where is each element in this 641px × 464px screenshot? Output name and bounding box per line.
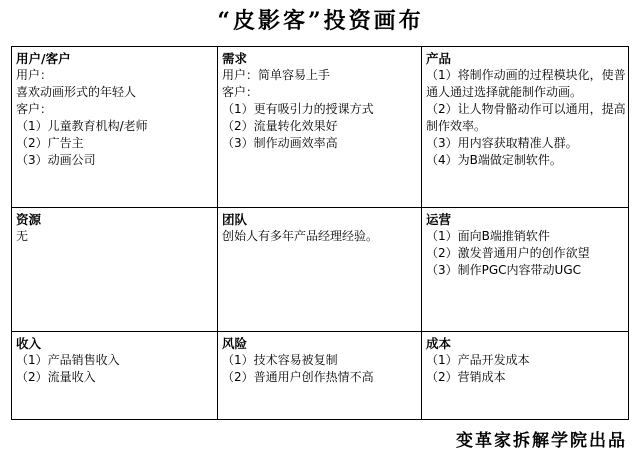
cell-needs-line: （2）流量转化效果好 <box>222 119 338 133</box>
cell-cost-title: 成本 <box>426 336 452 351</box>
cell-resources-line: 无 <box>16 229 29 243</box>
cell-operations-line: （2）激发普通用户的创作欲望 <box>426 246 590 260</box>
cell-operations <box>422 208 630 332</box>
cell-revenue-line: （1）产品销售收入 <box>16 353 120 367</box>
cell-needs-line: 客户： <box>222 85 259 99</box>
cell-users-line: （3）动画公司 <box>16 153 96 167</box>
cell-risk-title: 风险 <box>222 336 248 351</box>
cell-resources <box>12 208 218 332</box>
cell-cost <box>422 332 630 420</box>
cell-needs-line: 用户：简单容易上手 <box>222 68 331 82</box>
cell-users-line: （1）儿童教育机构/老师 <box>16 119 148 133</box>
cell-users-line: 喜欢动画形式的年轻人 <box>16 85 137 99</box>
cell-operations-line: （3）制作PGC内容带动UGC <box>426 263 582 277</box>
cell-users-line: 客户： <box>16 102 53 116</box>
cell-product-title: 产品 <box>426 51 452 66</box>
cell-revenue <box>12 332 218 420</box>
cell-product-line: （1）将制作动画的过程模块化，使普通人通过选择就能制作动画。 <box>426 68 626 99</box>
cell-needs-line: （1）更有吸引力的授课方式 <box>222 102 374 116</box>
cell-team-title: 团队 <box>222 212 248 227</box>
cell-product-line: （4）为B端做定制软件。 <box>426 153 562 167</box>
footer-credit: 变革家拆解学院出品 <box>456 431 627 451</box>
cell-operations-line: （1）面向B端推销软件 <box>426 229 550 243</box>
cell-needs-line: （3）制作动画效率高 <box>222 136 338 150</box>
cell-users-line: 用户： <box>16 68 53 82</box>
cell-product-line: （3）用内容获取精准人群。 <box>426 136 578 150</box>
cell-users-title: 用户/客户 <box>16 51 71 66</box>
cell-risk <box>218 332 422 420</box>
cell-users <box>12 47 218 208</box>
cell-team-line: 创始人有多年产品经理经验。 <box>222 229 379 243</box>
cell-revenue-title: 收入 <box>16 336 42 351</box>
cell-revenue-line: （2）流量收入 <box>16 370 96 384</box>
cell-team <box>218 208 422 332</box>
cell-risk-line: （2）普通用户创作热情不高 <box>222 370 374 384</box>
investment-canvas-grid <box>11 46 629 420</box>
cell-product-line: （2）让人物骨骼动作可以通用，提高制作效率。 <box>426 102 626 133</box>
cell-cost-line: （1）产品开发成本 <box>426 353 530 367</box>
cell-cost-line: （2）营销成本 <box>426 370 506 384</box>
cell-users-line: （2）广告主 <box>16 136 84 150</box>
page-title: “皮影客”投资画布 <box>217 8 424 34</box>
cell-product <box>422 47 630 208</box>
cell-needs <box>218 47 422 208</box>
cell-operations-title: 运营 <box>426 212 452 227</box>
cell-needs-title: 需求 <box>222 51 248 66</box>
cell-resources-title: 资源 <box>16 212 42 227</box>
cell-risk-line: （1）技术容易被复制 <box>222 353 338 367</box>
